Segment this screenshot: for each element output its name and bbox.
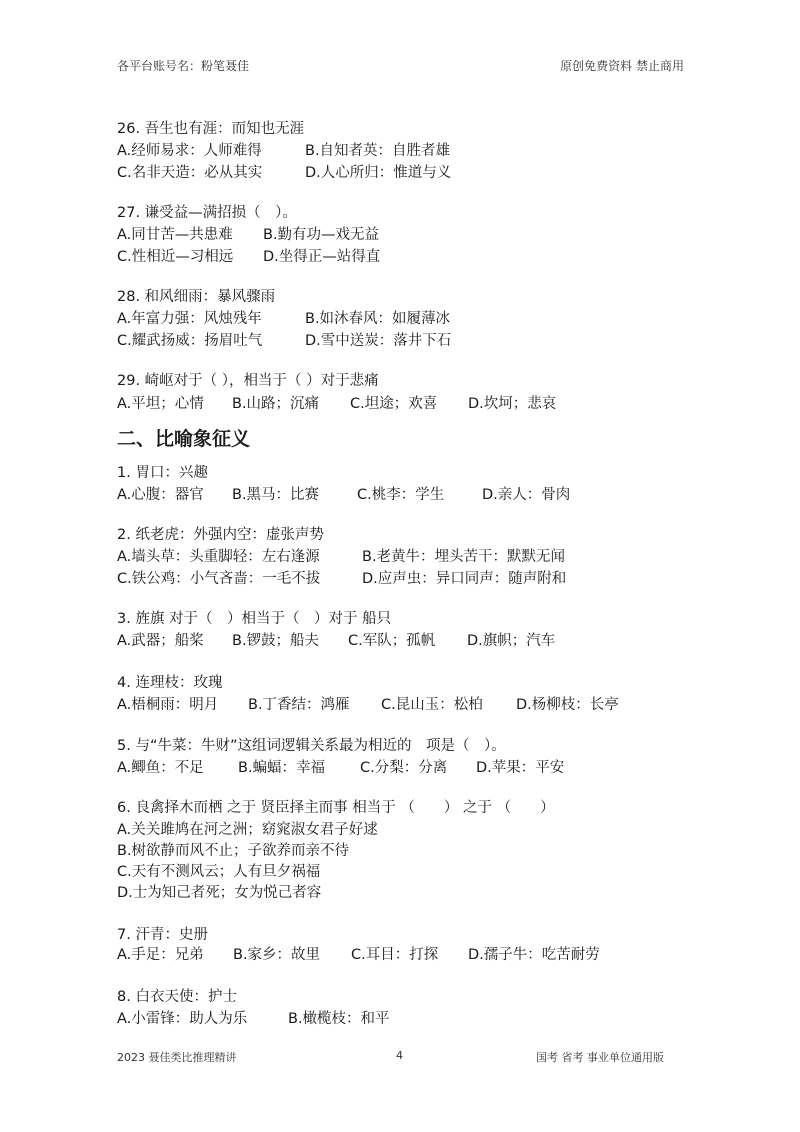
option-a: A.鲫鱼：不足 <box>117 760 204 776</box>
header-right: 原创免费资料 禁止商用 <box>560 59 684 73</box>
option-b: B.黑马：比赛 <box>232 487 320 503</box>
question-8-stem: 8. 白衣天使：护士 <box>117 989 237 1005</box>
page-number: 4 <box>396 1049 403 1062</box>
footer-left: 2023 聂佳类比推理精讲 <box>117 1051 237 1064</box>
option-a: A.同甘苦—共患难 <box>117 227 233 243</box>
option-c: C.名非天造：必从其实 <box>117 165 263 181</box>
option-c: C.军队；孤帆 <box>348 633 436 649</box>
question-4-stem: 4. 连理枝：玫瑰 <box>117 675 223 691</box>
option-c: C.铁公鸡：小气吝啬：一毛不拔 <box>117 571 321 587</box>
option-a: A.墙头草：头重脚轻：左右逢源 <box>117 549 320 565</box>
question-6-option-c: C.天有不测风云；人有旦夕祸福 <box>117 864 321 880</box>
question-28-stem: 28. 和风细雨：暴风骤雨 <box>117 289 276 305</box>
question-2-stem: 2. 纸老虎：外强内空：虚张声势 <box>117 527 324 543</box>
option-a: A.武器；船桨 <box>117 633 204 649</box>
option-d: D.应声虫：异口同声：随声附和 <box>362 571 567 587</box>
header-left: 各平台账号名：粉笔聂佳 <box>117 59 250 73</box>
question-29-stem: 29. 崎岖对于（ ），相当于（ ）对于悲痛 <box>117 373 379 389</box>
option-b: B.老黄牛：埋头苦干：默默无闻 <box>362 549 566 565</box>
option-b: B.橄榄枝：和平 <box>288 1011 390 1027</box>
option-b: B.山路；沉痛 <box>232 396 320 412</box>
option-d: D.亲人：骨肉 <box>482 487 571 503</box>
option-b: B.丁香结：鸿雁 <box>248 697 350 713</box>
option-b: B.自知者英：自胜者雄 <box>305 143 451 159</box>
option-a: A.年富力强：风烛残年 <box>117 311 262 327</box>
question-6-option-d: D.士为知己者死；女为悦己者容 <box>117 885 322 901</box>
option-a: A.梧桐雨：明月 <box>117 697 219 713</box>
option-d: D.坎坷；悲哀 <box>468 396 557 412</box>
option-c: C.性相近—习相远 <box>117 249 234 265</box>
question-7-stem: 7. 汗青：史册 <box>117 927 208 943</box>
option-a: A.心腹：器官 <box>117 487 204 503</box>
question-1-stem: 1. 胃口：兴趣 <box>117 465 208 481</box>
footer-right: 国考 省考 事业单位通用版 <box>536 1051 664 1064</box>
question-27-stem: 27. 谦受益—满招损（ ）。 <box>117 205 297 221</box>
option-a: A.手足：兄弟 <box>117 947 204 963</box>
section-title: 二、比喻象征义 <box>117 428 251 450</box>
option-c: C.耀武扬威：扬眉吐气 <box>117 333 263 349</box>
question-6-option-b: B.树欲静而风不止；子欲养而亲不待 <box>117 843 350 859</box>
question-26-stem: 26. 吾生也有涯：而知也无涯 <box>117 121 305 137</box>
option-b: B.勤有功—戏无益 <box>263 227 380 243</box>
option-d: D.旗帜；汽车 <box>467 633 556 649</box>
option-a: A.小雷锋：助人为乐 <box>117 1011 248 1027</box>
question-3-stem: 3. 旌旗 对于（ ）相当于（ ）对于 船只 <box>117 611 392 627</box>
option-d: D.孺子牛：吃苦耐劳 <box>468 947 600 963</box>
option-c: C.耳目：打探 <box>351 947 439 963</box>
option-c: C.分梨：分离 <box>360 760 448 776</box>
option-a: A.平坦；心情 <box>117 396 204 412</box>
option-c: C.桃李：学生 <box>357 487 445 503</box>
option-d: D.坐得正—站得直 <box>263 249 381 265</box>
option-d: D.苹果：平安 <box>476 760 565 776</box>
option-b: B.蝙蝠：幸福 <box>238 760 326 776</box>
question-5-stem: 5. 与“牛菜：牛财”这组词逻辑关系最为相近的 项是（ ）。 <box>117 738 506 754</box>
option-d: D.雪中送炭：落井下石 <box>305 333 452 349</box>
option-a: A.经师易求：人师难得 <box>117 143 262 159</box>
question-6-option-a: A.关关雎鸠在河之洲；窈窕淑女君子好逑 <box>117 822 378 838</box>
option-b: B.锣鼓；船夫 <box>232 633 320 649</box>
option-b: B.家乡：故里 <box>233 947 321 963</box>
option-b: B.如沐春风：如履薄冰 <box>305 311 451 327</box>
question-6-stem: 6. 良禽择木而栖 之于 贤臣择主而事 相当于 （ ） 之于 （ ） <box>117 800 555 816</box>
option-d: D.杨柳枝：长亭 <box>516 697 619 713</box>
option-c: C.坦途；欢喜 <box>350 396 438 412</box>
option-d: D.人心所归：惟道与义 <box>305 165 452 181</box>
option-c: C.昆山玉：松柏 <box>381 697 483 713</box>
